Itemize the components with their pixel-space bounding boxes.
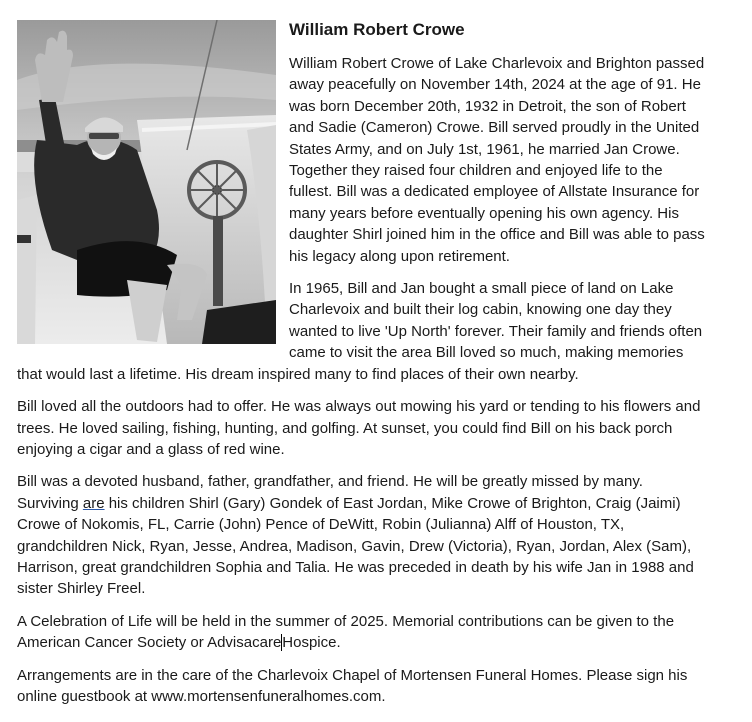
photo-illustration (17, 20, 276, 344)
survivors-text-end: his children Shirl (Gary) Gondek of East Jordan, Mike Crowe of Brighton, Craig (Jaimi) Crowe of Nokomis, FL, Carrie (John) Pence of DeWitt, Robin (Julianna) Alff of Houston, TX, grandchildren Nick, Ryan, Jesse, Andrea, Madison, Gavin, Drew (Victoria), Ryan, Jordan, Alex (Sam), Harrison, great grandchildren Sophia and Talia. He was preceded in death by his wife Jan in 1988 and sister Shirley Freel. (17, 494, 694, 598)
paragraph-arrangements: Arrangements are in the care of the Charlevoix Chapel of Mortensen Funeral Homes. Please sign his online guestbook at www.mortensenfuneralhomes.com. (17, 666, 688, 705)
underlined-word: are (82, 494, 105, 512)
portrait-photo (17, 20, 276, 344)
paragraph-celebration (17, 611, 707, 654)
celebration-text-start: A Celebration of Life will be held in the summer of 2025. Memorial contributions can be given to the American Cancer Society or Advisacare (17, 612, 675, 652)
obituary-title: William Robert Crowe (289, 20, 465, 39)
paragraph-survivors (17, 471, 707, 599)
paragraph-up-north: In 1965, Bill and Jan bought a small piece of land on Lake Charlevoix and built their log cabin, knowing one day they wanted to live 'Up North' forever. Their family and friends often came to visit the area Bill loved so much, making memories that would last a lifetime. His dream inspired many to find places of their own nearby. (17, 280, 703, 383)
celebration-text-end: Hospice. (282, 634, 341, 652)
survivors-text-start: Bill was a devoted husband, father, grandfather, and friend. He will be greatly missed by many. Surviving (17, 473, 643, 512)
obituary-document (17, 18, 707, 718)
paragraph-biography: William Robert Crowe of Lake Charlevoix and Brighton passed away peacefully on November 14th, 2024 at the age of 91. He was born December 20th, 1932 in Detroit, the son of Robert and Sadie (Cameron) Crowe. Bill served proudly in the United States Army, and on July 1st, 1961, he married Jan Crowe. Together they raised four children and enjoyed life to the fullest. Bill was a dedicated employee of Allstate Insurance for many years before eventually opening his own agency. His daughter Shirl joined him in the office and Bill was able to pass his legacy along upon retirement. (289, 55, 705, 265)
paragraph-outdoors: Bill loved all the outdoors had to offer. He was always out mowing his yard or tending to his flowers and trees. He loved sailing, fishing, hunting, and golfing. At sunset, you could find Bill on his back porch enjoying a cigar and a glass of red wine. (17, 398, 701, 458)
